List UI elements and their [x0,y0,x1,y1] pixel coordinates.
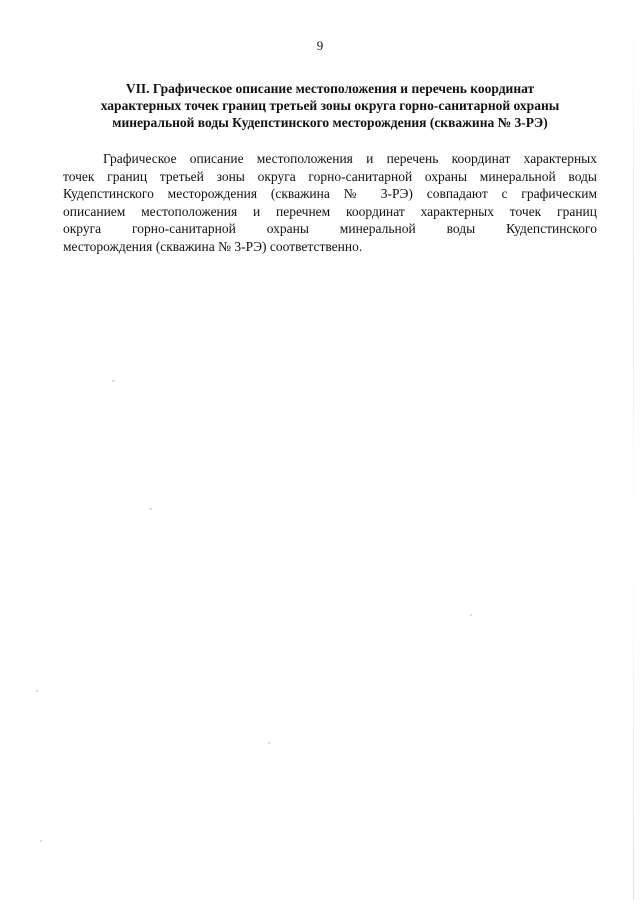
scan-speck [112,380,114,382]
paragraph-line: Графическое описание местоположения и перечень координат характерных [103,151,597,166]
paragraph-line: месторождения (скважина № 3-РЭ) соответственно. [63,238,363,254]
scan-speck [36,690,38,692]
section-heading-line: характерных точек границ третьей зоны округа горно-санитарной охраны [100,98,560,113]
page-number: 9 [316,38,324,53]
scan-speck [40,840,42,842]
body-paragraph [63,150,597,256]
section-heading [60,80,600,131]
section-heading-line: минеральной воды Кудепстинского месторождения (скважина № 3-РЭ) [112,115,548,130]
scan-speck [268,742,270,744]
scan-edge-shadow [633,0,634,900]
section-heading-line: VII. Графическое описание местоположения и перечень координат [125,81,535,96]
paragraph-line: Кудепстинского месторождения (скважина № 3-РЭ) совпадают с графическим [63,186,597,202]
scan-speck [470,614,472,616]
paragraph-line: округа горно-санитарной охраны минеральной воды Кудепстинского [63,221,597,237]
paragraph-line: точек границ третьей зоны округа горно-санитарной охраны минеральной воды [63,168,597,184]
paragraph-line: описанием местоположения и перечнем координат характерных точек границ [63,203,597,219]
scan-speck [150,508,152,510]
